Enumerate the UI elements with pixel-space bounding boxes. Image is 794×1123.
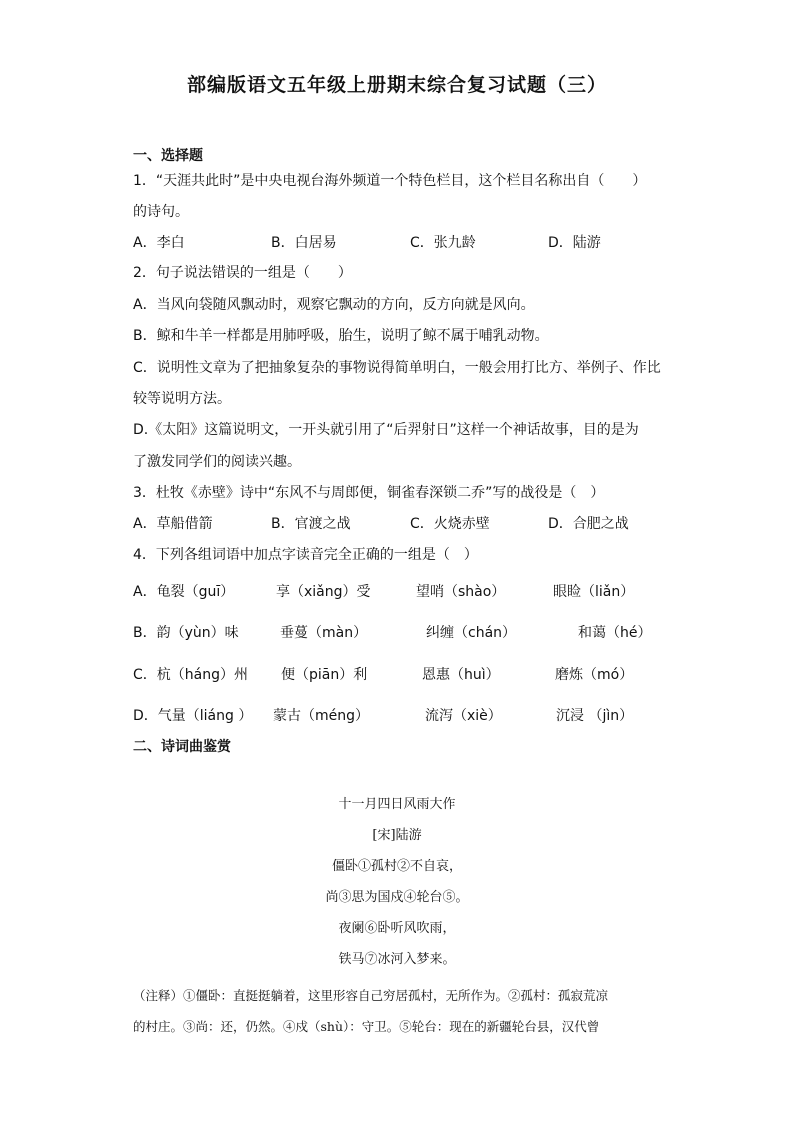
question-4-c-word-2: 便（piān）利 bbox=[281, 667, 368, 683]
question-2-option-b: B．鲸和牛羊一样都是用肺呼吸，胎生，说明了鲸不属于哺乳动物。 bbox=[133, 328, 549, 344]
question-1-stem: 1．“天涯共此时”是中央电视台海外频道一个特色栏目，这个栏目名称出自（ ） bbox=[133, 173, 647, 189]
question-4-a-word-1: A．龟裂（guī） bbox=[133, 584, 235, 600]
poem-notes-line-1: （注释）①僵卧：直挺挺躺着，这里形容自己穷居孤村，无所作为。②孤村：孤寂荒凉 bbox=[133, 988, 609, 1003]
question-1-option-b: B．白居易 bbox=[271, 235, 337, 251]
section-heading-poetry: 二、诗词曲鉴赏 bbox=[133, 739, 231, 755]
page-title: 部编版语文五年级上册期末综合复习试题（三） bbox=[186, 74, 607, 96]
question-4-c-word-4: 磨炼（mó） bbox=[555, 667, 634, 683]
question-4-b-word-3: 纠缠（chán） bbox=[426, 625, 517, 641]
poem-line-4: 铁马⑦冰河入梦来。 bbox=[338, 952, 456, 967]
question-4-stem: 4．下列各组词语中加点字读音完全正确的一组是（ ） bbox=[133, 547, 478, 563]
question-2-option-c: C．说明性文章为了把抽象复杂的事物说得简单明白，一般会用打比方、举例子、作比 bbox=[133, 360, 661, 376]
question-4-b-word-1: B．韵（yùn）味 bbox=[133, 625, 239, 641]
question-2-stem: 2．句子说法错误的一组是（ ） bbox=[133, 265, 352, 281]
question-2-option-d: D.《太阳》这篇说明文，一开头就引用了“后羿射日”这样一个神话故事，目的是为 bbox=[133, 422, 639, 438]
poem-line-1: 僵卧①孤村②不自哀， bbox=[331, 859, 462, 874]
question-4-a-word-2: 享（xiǎng）受 bbox=[276, 584, 371, 600]
question-1-option-d: D．陆游 bbox=[548, 235, 601, 251]
poem-notes-line-2: 的村庄。③尚：还，仍然。④戍（shù）：守卫。⑤轮台：现在的新疆轮台县，汉代曾 bbox=[133, 1019, 600, 1034]
question-4-d-word-3: 流泻（xiè） bbox=[425, 708, 502, 724]
question-3-option-d: D．合肥之战 bbox=[548, 516, 629, 532]
poem-line-3: 夜阑⑥卧听风吹雨， bbox=[338, 921, 456, 936]
question-4-a-word-4: 眼睑（liǎn） bbox=[553, 584, 635, 600]
question-3-option-c: C．火烧赤壁 bbox=[410, 516, 490, 532]
question-4-b-word-2: 垂蔓（màn） bbox=[280, 625, 368, 641]
question-3-option-a: A．草船借箭 bbox=[133, 516, 213, 532]
question-1-option-a: A．李白 bbox=[133, 235, 185, 251]
question-1-option-c: C．张九龄 bbox=[410, 235, 476, 251]
question-4-c-word-1: C．杭（háng）州 bbox=[133, 667, 248, 683]
section-heading-choice: 一、选择题 bbox=[133, 148, 203, 164]
question-2-option-d-cont: 了激发同学们的阅读兴趣。 bbox=[133, 454, 301, 470]
poem-author: [宋]陆游 bbox=[372, 828, 422, 843]
poem-title: 十一月四日风雨大作 bbox=[338, 797, 456, 812]
question-4-d-word-1: D．气量（liáng ） bbox=[133, 708, 253, 724]
question-4-d-word-2: 蒙古（méng） bbox=[273, 708, 370, 724]
question-4-b-word-4: 和蔼（hé） bbox=[578, 625, 652, 641]
question-2-option-a: A．当风向袋随风飘动时，观察它飘动的方向，反方向就是风向。 bbox=[133, 297, 535, 313]
poem-line-2: 尚③思为国戍④轮台⑤。 bbox=[325, 890, 469, 905]
question-3-option-b: B．官渡之战 bbox=[271, 516, 351, 532]
question-1-stem-cont: 的诗句。 bbox=[133, 204, 189, 220]
question-4-d-word-4: 沉浸 （jìn） bbox=[556, 708, 634, 724]
question-2-option-c-cont: 较等说明方法。 bbox=[133, 391, 231, 407]
question-3-stem: 3．杜牧《赤壁》诗中“东风不与周郎便，铜雀春深锁二乔”写的战役是（ ） bbox=[133, 485, 605, 501]
question-4-c-word-3: 恩惠（huì） bbox=[422, 667, 500, 683]
question-4-a-word-3: 望哨（shào） bbox=[416, 584, 506, 600]
